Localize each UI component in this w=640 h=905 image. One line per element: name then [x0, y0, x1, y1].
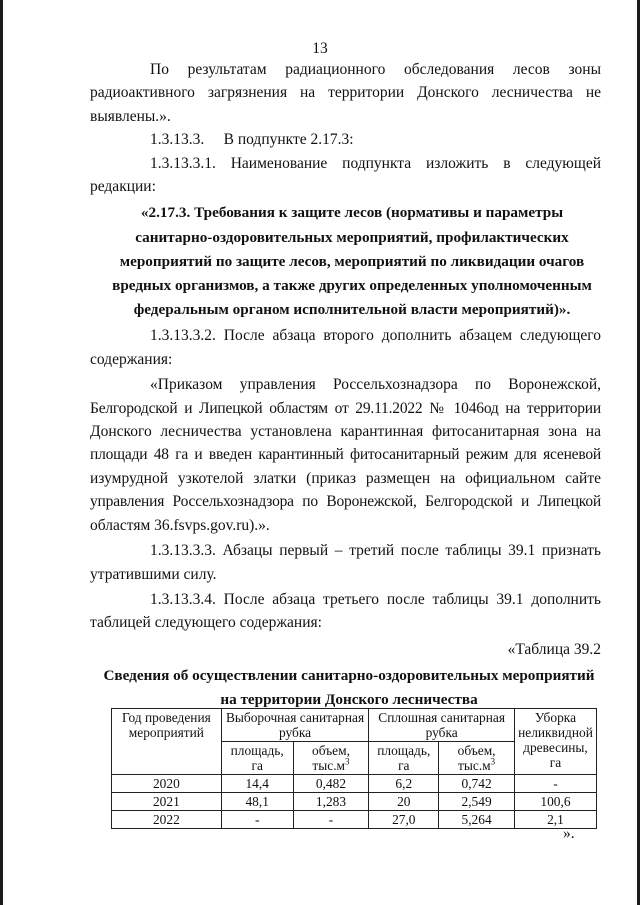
header-volume-sup: 3	[345, 756, 350, 767]
table-cell: 27,0	[369, 811, 439, 829]
table-row	[112, 811, 597, 829]
paragraph-line: таблицей следующего содержания:	[90, 614, 322, 632]
table-cell: 0,482	[293, 775, 369, 793]
paragraph-line: редакции:	[90, 178, 156, 196]
header-volume	[439, 742, 515, 775]
table-cell: 2,549	[439, 793, 515, 811]
table-cell: 6,2	[369, 775, 439, 793]
header-clear-felling: Сплошная санитарная рубка	[369, 709, 515, 742]
paragraph-line: По результатам радиационного обследования лесов зоны	[150, 61, 601, 78]
paragraph-line: 1.3.13.3.1. Наименование подпункта изложить в следующей	[150, 154, 601, 172]
paragraph-line: площади 48 га и введен карантинный фитосанитарный режим для ясеневой	[90, 446, 601, 464]
header-cleanup: Уборка неликвидной древесины, га	[514, 709, 596, 775]
paragraph-line: утратившими силу.	[90, 565, 217, 583]
paragraph-line: Белгородской и Липецкой областям от 29.11.2022 № 1046од на территории	[90, 399, 601, 417]
table-cell: -	[221, 811, 293, 829]
table-cell: 1,283	[293, 793, 369, 811]
header-year: Год проведения мероприятий	[112, 709, 222, 775]
table-cell: 5,264	[439, 811, 515, 829]
table-cell: 2022	[112, 811, 222, 829]
paragraph-line: радиоактивного загрязнения на территории Донского лесничества не	[90, 84, 601, 102]
table-header-row	[112, 709, 597, 742]
bold-line: вредных организмов, а также других определенных уполномоченным	[112, 277, 592, 295]
paragraph-line: выявлены.».	[90, 107, 171, 125]
bold-line: санитарно-оздоровительных мероприятий, профилактических	[135, 228, 569, 246]
bold-line: мероприятий по защите лесов, мероприятий по ликвидации очагов	[119, 252, 585, 270]
page-number: 13	[312, 40, 328, 57]
paragraph-line: «Приказом управления Россельхознадзора по Воронежской,	[150, 376, 601, 394]
table-cell: 48,1	[221, 793, 293, 811]
paragraph-line: 1.3.13.3.3. Абзацы первый – третий после таблицы 39.1 признать	[150, 542, 601, 560]
paragraph-line: областям 36.fsvps.gov.ru).».	[90, 516, 270, 534]
table-cell: 20	[369, 793, 439, 811]
header-volume-sup: 3	[490, 756, 496, 767]
table-title-line: на территории Донского лесничества	[220, 691, 478, 709]
header-volume	[293, 742, 369, 775]
table-cell: -	[293, 811, 369, 829]
table-cell: 2020	[112, 775, 222, 793]
table-cell: 100,6	[514, 793, 596, 811]
paragraph-line: Донского лесничества установлена карантинная фитосанитарная зона на	[90, 423, 601, 441]
bold-heading-quote	[93, 201, 611, 322]
table-title	[87, 664, 611, 712]
header-area: площадь, га	[221, 742, 293, 775]
paragraph-line: управления Россельхознадзора по Воронежской, Белгородской и Липецкой	[90, 493, 601, 511]
sanitary-measures-table	[111, 708, 597, 829]
table-cell: 14,4	[221, 775, 293, 793]
header-volume-text: объем, тыс.м	[457, 743, 496, 773]
table-row	[112, 775, 597, 793]
table-cell: -	[514, 775, 596, 793]
table-row	[112, 793, 597, 811]
table-label: «Таблица 39.2	[507, 640, 601, 658]
bold-line: «2.17.3. Требования к защите лесов (нормативы и параметры	[140, 204, 564, 222]
header-area: площадь, га	[369, 742, 439, 775]
paragraph-line: содержания:	[90, 350, 173, 368]
bold-line: федеральным органом исполнительной власти мероприятий)».	[133, 301, 571, 319]
table-title-line: Сведения об осуществлении санитарно-оздоровительных мероприятий	[103, 667, 595, 685]
header-volume-text: объем, тыс.м	[312, 743, 350, 773]
table-cell: 2,1	[514, 811, 596, 829]
paragraph-line: 1.3.13.3.2. После абзаца второго дополнить абзацем следующего	[150, 327, 601, 345]
paragraph-line: 1.3.13.3. В подпункте 2.17.3:	[150, 131, 354, 149]
header-selective-felling: Выборочная санитарная рубка	[221, 709, 369, 742]
paragraph-line: 1.3.13.3.4. После абзаца третьего после таблицы 39.1 дополнить	[150, 590, 601, 608]
closing-quote: ».	[563, 825, 575, 842]
document-body	[90, 58, 601, 712]
table-cell: 0,742	[439, 775, 515, 793]
table-cell: 2021	[112, 793, 222, 811]
paragraph-line: изумрудной узкотелой златки (приказ размещен на официальном сайте	[90, 469, 601, 487]
